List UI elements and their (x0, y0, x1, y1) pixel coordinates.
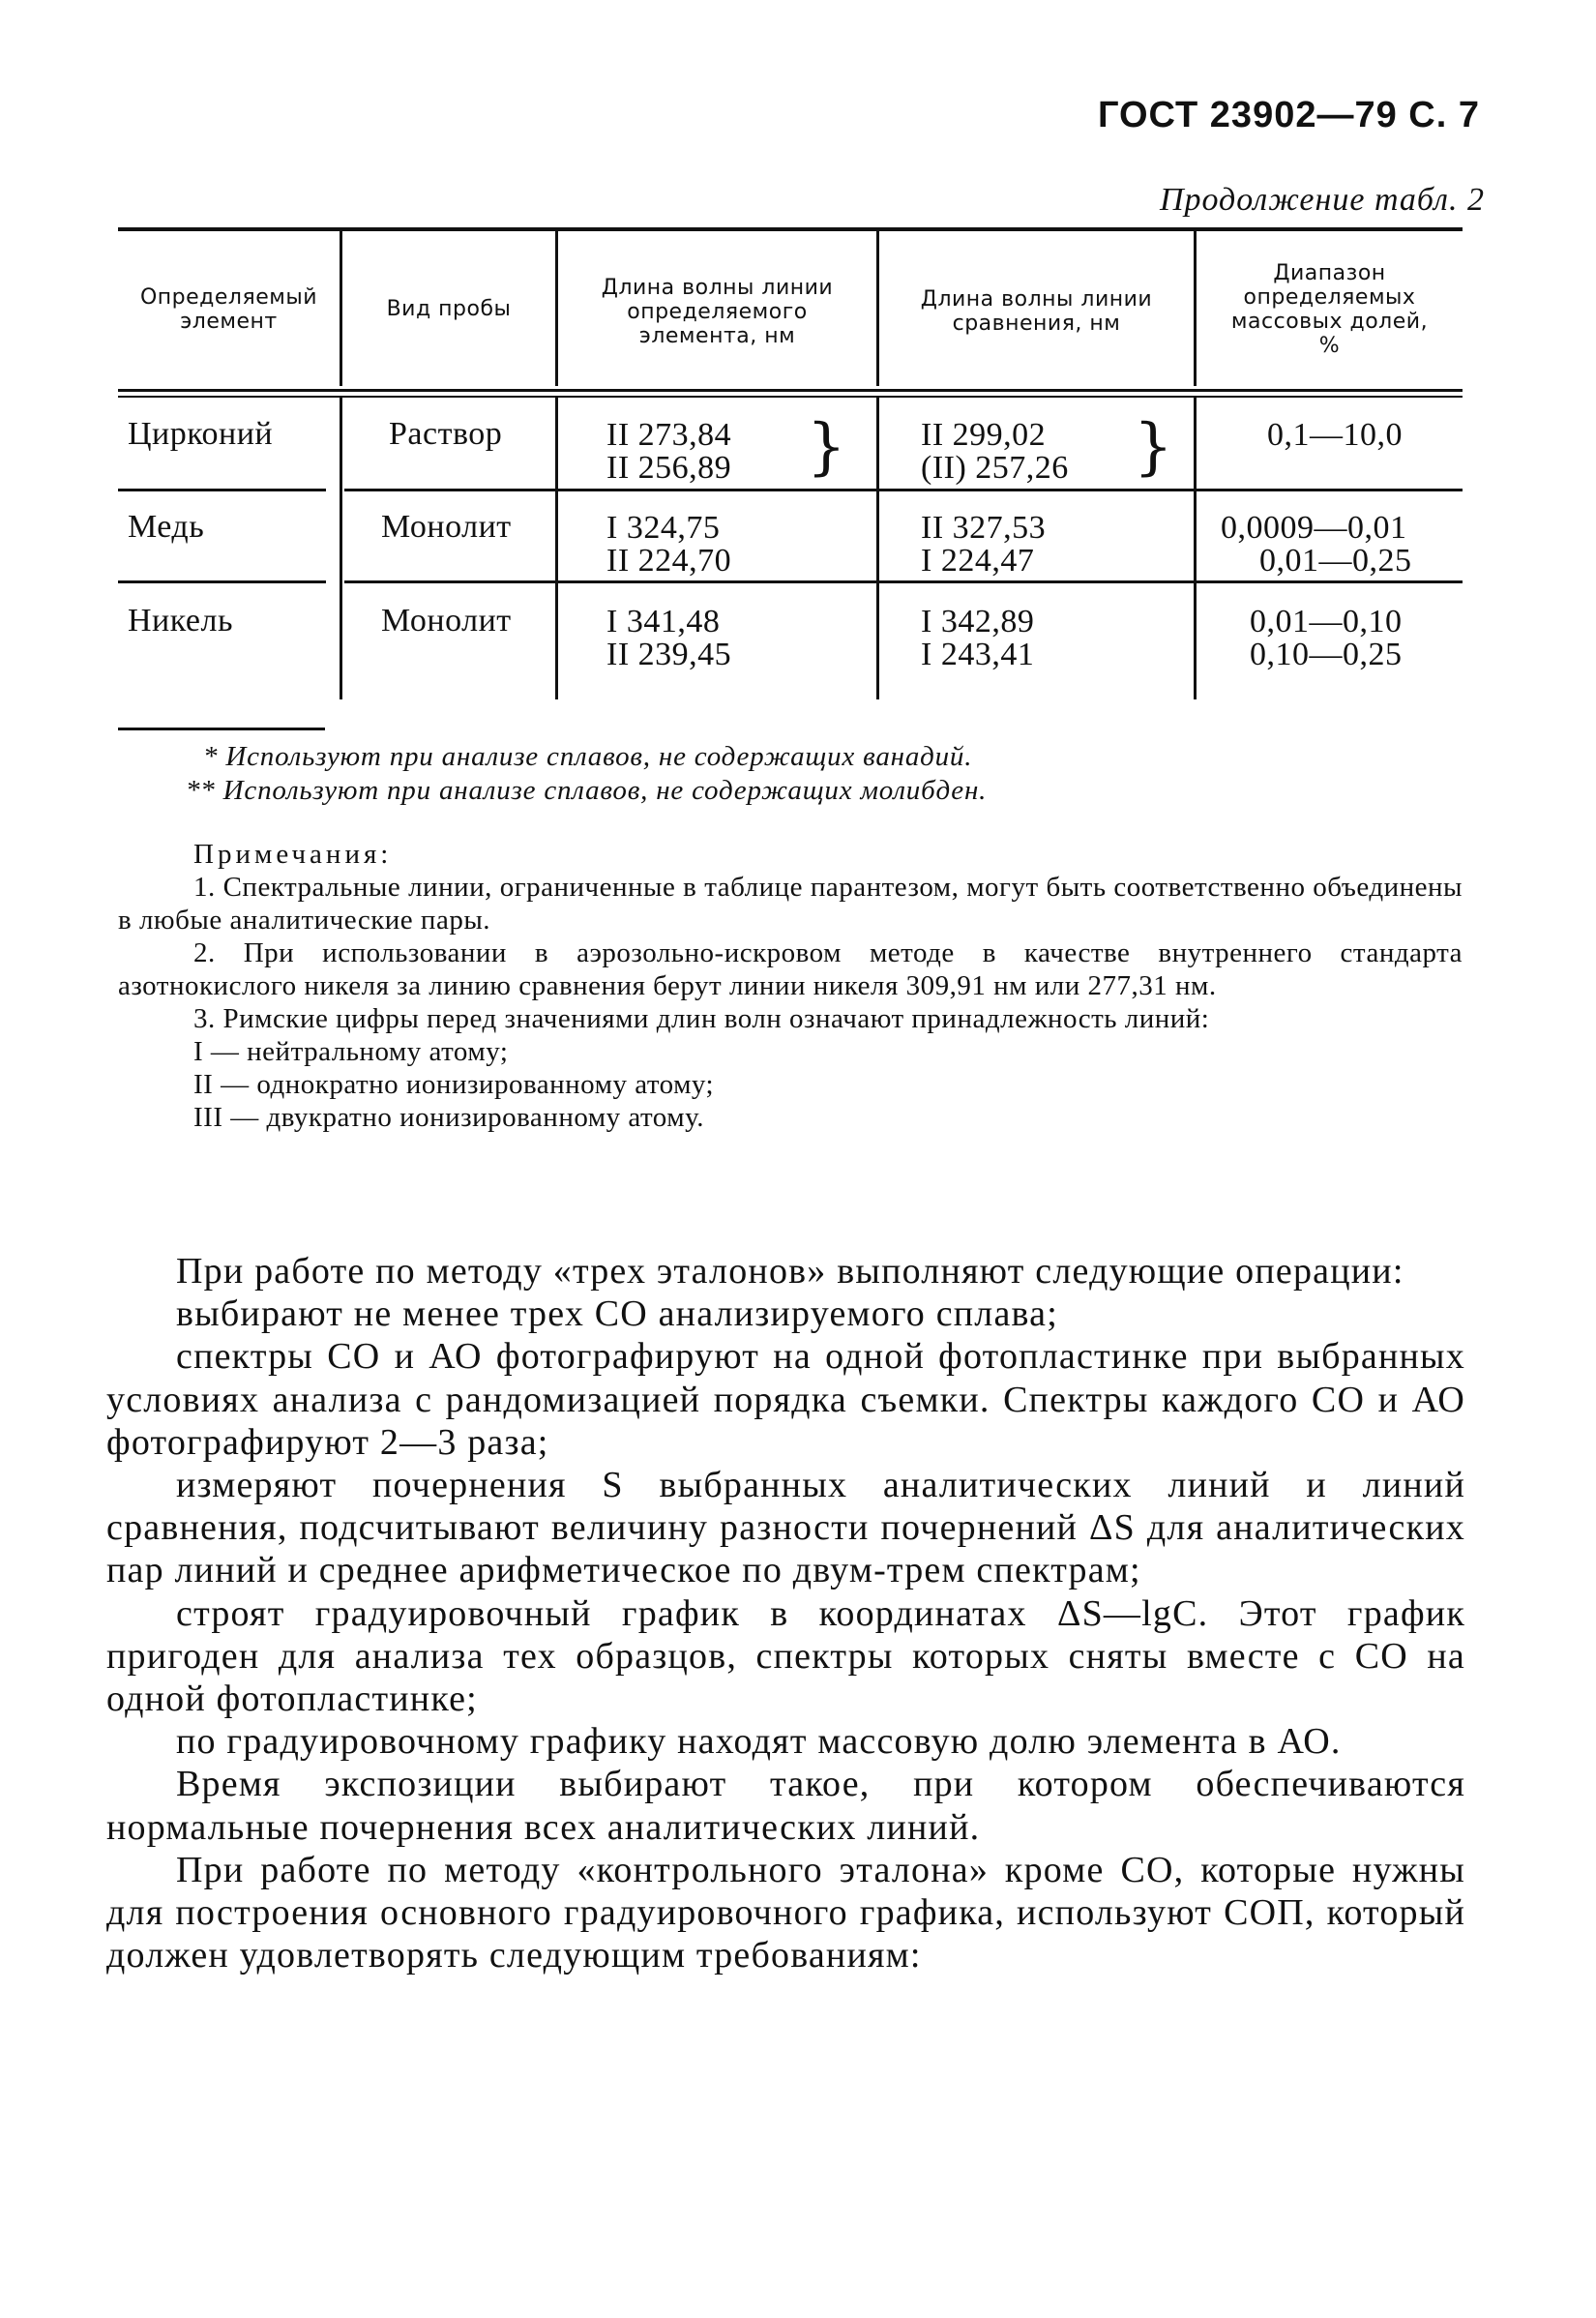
cell-sample: Монолит (381, 603, 512, 639)
cell-range: 0,01—0,10 (1250, 604, 1403, 639)
cell-wl-line: I 324,75 (606, 510, 721, 546)
cell-wl-line: II 224,70 (606, 543, 732, 579)
note-item: 3. Римские цифры перед значениями длин волн означают принадлежность линий: (193, 1003, 1210, 1034)
header-wl-line: элемента, нм (638, 324, 796, 348)
cell-wl-line: II 273,84 (606, 417, 732, 453)
body-text (106, 1250, 1465, 1976)
page-header: ГОСТ 23902—79 С. 7 (1097, 95, 1480, 135)
paragraph: При работе по методу «контрольного эталона» кроме СО, которые нужны для построения основного градуировочного графика, используют СОП, который должен удовлетворять следующим требованиям: (106, 1849, 1465, 1976)
paragraph: по градуировочному графику находят массовую долю элемента в АО. (176, 1721, 1342, 1763)
footnote: ** Используют при анализе сплавов, не содержащих молибден. (186, 775, 988, 806)
cell-wl-line: I 341,48 (606, 604, 721, 639)
header-wavelength-ref (879, 287, 1194, 336)
footnote: * Используют при анализе сплавов, не содержащих ванадий. (203, 741, 973, 772)
header-sample (342, 297, 555, 321)
cell-wl-ref: I 243,41 (921, 637, 1035, 672)
cell-wl-line: II 239,45 (606, 637, 732, 672)
note-subitem: III — двукратно ионизированному атому. (193, 1102, 704, 1133)
column-divider (340, 398, 342, 699)
table-bottom-rule (118, 728, 325, 730)
cell-element: Медь (128, 509, 205, 545)
table-top-rule (118, 227, 1463, 231)
header-element-line: элемент (180, 310, 278, 334)
cell-wl-ref: I 224,47 (921, 543, 1035, 579)
cell-range: 0,1—10,0 (1267, 417, 1403, 453)
notes-section (118, 838, 1463, 1134)
column-divider (555, 398, 558, 699)
header-element-line: Определяемый (139, 285, 318, 310)
row-divider (118, 580, 326, 583)
cell-element: Цирконий (128, 416, 274, 452)
header-range-line: % (1318, 334, 1341, 358)
header-range (1197, 261, 1463, 358)
row-divider (118, 489, 326, 491)
cell-sample: Раствор (389, 416, 503, 452)
paragraph: При работе по методу «трех эталонов» выполняют следующие операции: (176, 1251, 1404, 1292)
header-wl-ref-line: Длина волны линии (920, 287, 1153, 312)
table-header-rule-2 (118, 396, 1463, 398)
notes-title: Примечания: (193, 839, 393, 870)
header-range-line: массовых долей, (1230, 310, 1429, 334)
note-item: 1. Спектральные линии, ограниченные в таблице парантезом, могут быть соответственно объединены в любые аналитические пары. (118, 872, 1463, 936)
paragraph: строят градуировочный график в координатах ΔS—lgC. Этот график пригоден для анализа тех образцов, спектры которых сняты вместе с СО на одной фотопластинке; (106, 1592, 1465, 1720)
cell-wl-ref: II 299,02 (921, 417, 1047, 453)
note-item: 2. При использовании в аэрозольно-искровом методе в качестве внутреннего стандарта азотнокислого никеля за линию сравнения берут линии никеля 309,91 нм или 277,31 нм. (118, 937, 1463, 1001)
cell-range: 0,01—0,25 (1259, 543, 1412, 579)
column-divider (876, 398, 879, 699)
right-brace-icon: } (807, 411, 846, 483)
header-element (118, 285, 340, 334)
row-divider (344, 489, 1463, 491)
cell-element: Никель (128, 603, 233, 639)
note-subitem: I — нейтральному атому; (193, 1036, 509, 1067)
cell-wl-ref: I 342,89 (921, 604, 1035, 639)
cell-wl-line: II 256,89 (606, 450, 732, 486)
paragraph: измеряют почернения S выбранных аналитических линий и линий сравнения, подсчитывают величину разности почернений ΔS для аналитических пар линий и среднее арифметическое по двум-трем спектрам; (106, 1465, 1465, 1591)
header-range-line: Диапазон (1273, 261, 1386, 285)
header-wl-line: определяемого (627, 300, 808, 324)
header-wl-line: Длина волны линии (601, 276, 834, 300)
cell-range: 0,0009—0,01 (1221, 510, 1407, 546)
paragraph: выбирают не менее трех СО анализируемого сплава; (176, 1293, 1059, 1335)
header-wavelength-line (558, 276, 876, 348)
row-divider (344, 580, 1463, 583)
paragraph: Время экспозиции выбирают такое, при котором обеспечиваются нормальные почернения всех аналитических линий. (106, 1764, 1465, 1848)
cell-sample: Монолит (381, 509, 512, 545)
right-brace-icon: } (1134, 411, 1173, 483)
table-continuation-label: Продолжение табл. 2 (1159, 182, 1485, 218)
column-divider (1194, 398, 1197, 699)
cell-wl-ref: II 327,53 (921, 510, 1047, 546)
header-wl-ref-line: сравнения, нм (952, 312, 1121, 336)
note-subitem: II — однократно ионизированному атому; (193, 1069, 715, 1100)
header-sample-line: Вид пробы (386, 297, 512, 321)
paragraph: спектры СО и АО фотографируют на одной фотопластинке при выбранных условиях анализа с рандомизацией порядка съемки. Спектры каждого СО и АО фотографируют 2—3 раза; (106, 1336, 1465, 1463)
header-range-line: определяемых (1243, 285, 1416, 310)
data-table (118, 227, 1463, 706)
table-header-rule (118, 389, 1463, 392)
cell-wl-ref: (II) 257,26 (921, 450, 1069, 486)
cell-range: 0,10—0,25 (1250, 637, 1403, 672)
